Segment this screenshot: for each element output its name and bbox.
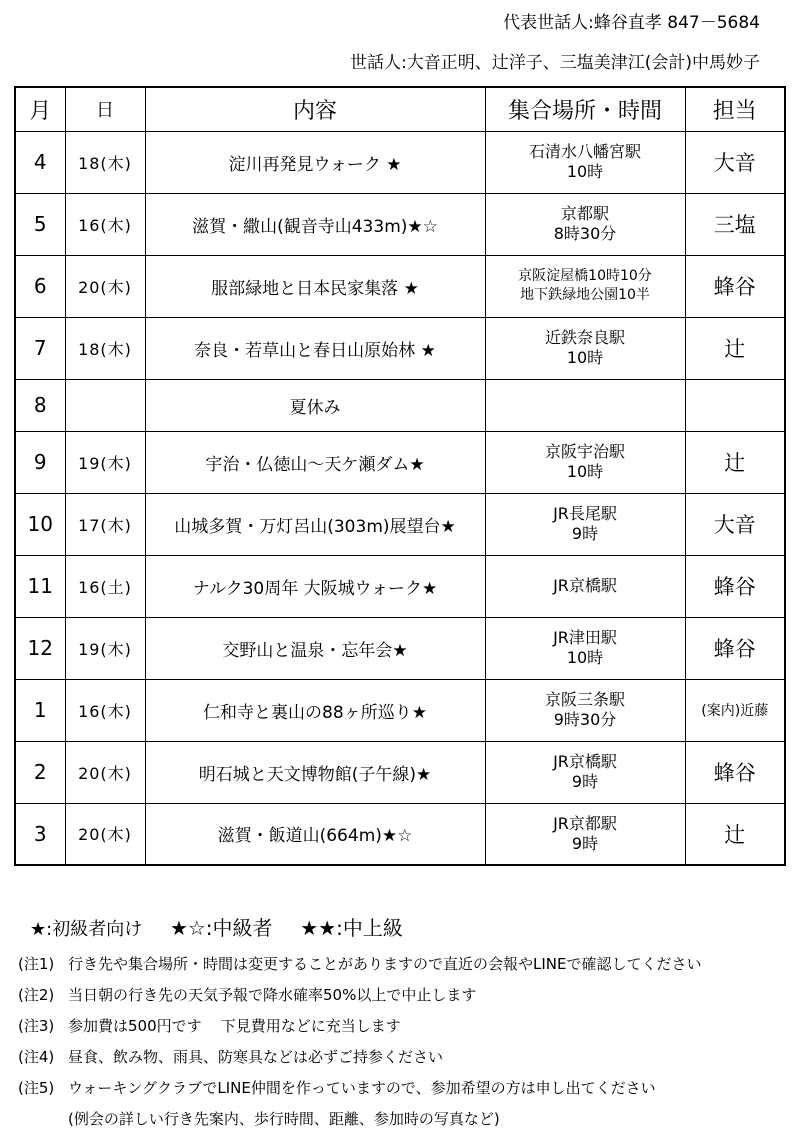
person-cell: 辻 — [685, 431, 785, 493]
time-line: 10時 — [566, 162, 604, 181]
month-cell: 3 — [15, 803, 65, 865]
table-row — [15, 131, 785, 193]
table-row — [15, 555, 785, 617]
time-line: 9時30分 — [553, 710, 617, 729]
day-cell: 16(土) — [65, 555, 145, 617]
person-cell: 蜂谷 — [685, 555, 785, 617]
place-line: 京阪宇治駅 — [544, 442, 625, 461]
table-row — [15, 193, 785, 255]
place-line: 京阪淀屋橋10時10分 — [518, 268, 652, 284]
note-item — [18, 983, 701, 1014]
day-cell: 20(木) — [65, 255, 145, 317]
table-row — [15, 803, 785, 865]
content-cell: 宇治・仏徳山～天ケ瀬ダム★ — [145, 431, 485, 493]
note-text: ウォーキングクラブでLINE仲間を作っていますので、参加希望の方は申し出てください — [68, 1079, 656, 1097]
note-tag: (注1) — [18, 955, 55, 973]
person-cell: 辻 — [685, 803, 785, 865]
table-row — [15, 617, 785, 679]
time-line: 9時 — [571, 833, 599, 853]
table-row — [15, 255, 785, 317]
content-cell: 夏休み — [145, 379, 485, 431]
day-cell: 19(木) — [65, 431, 145, 493]
note-text: 当日朝の行き先の天気予報で降水確率50%以上で中止します — [68, 986, 477, 1004]
time-line: 9時 — [571, 772, 599, 791]
place-cell — [485, 255, 685, 317]
schedule-table — [14, 86, 786, 866]
note-text: 行き先や集合場所・時間は変更することがありますので直近の会報やLINEで確認してください — [68, 955, 702, 973]
place-cell — [485, 379, 685, 431]
table-row — [15, 741, 785, 803]
representative-info: 代表世話人:蜂谷直孝 847－5684 — [503, 13, 760, 33]
day-cell: 16(木) — [65, 679, 145, 741]
time-line: 8時30分 — [553, 224, 617, 243]
place-line: JR京橋駅 — [553, 752, 617, 771]
content-cell: ナルク30周年 大阪城ウォーク★ — [145, 555, 485, 617]
day-cell: 19(木) — [65, 617, 145, 679]
note-item — [18, 1076, 701, 1107]
time-line: 9時 — [571, 524, 599, 543]
content-cell: 滋賀・飯道山(664m)★☆ — [145, 803, 485, 865]
column-header-person: 担当 — [685, 87, 785, 131]
column-header-place-time: 集合場所・時間 — [485, 87, 685, 131]
note-item — [18, 1014, 701, 1045]
place-line: 地下鉄緑地公園10半 — [520, 287, 650, 303]
month-cell: 9 — [15, 431, 65, 493]
person-cell: 蜂谷 — [685, 255, 785, 317]
content-cell: 滋賀・繖山(観音寺山433m)★☆ — [145, 193, 485, 255]
place-cell — [485, 131, 685, 193]
note-item — [18, 952, 701, 983]
day-cell: 18(木) — [65, 131, 145, 193]
legend-upper: ★★:中上級 — [300, 916, 403, 940]
place-line: 京都駅 — [560, 204, 609, 223]
place-line: JR京都駅 — [553, 813, 617, 833]
place-cell — [485, 493, 685, 555]
person-cell: 蜂谷 — [685, 617, 785, 679]
day-cell: 20(木) — [65, 741, 145, 803]
note-tag: (注5) — [18, 1079, 55, 1097]
content-cell: 明石城と天文博物館(子午線)★ — [145, 741, 485, 803]
place-cell — [485, 741, 685, 803]
person-cell: 蜂谷 — [685, 741, 785, 803]
legend-intermediate: ★☆:中級者 — [169, 916, 273, 940]
note-tag: (注4) — [18, 1048, 55, 1066]
place-line: JR長尾駅 — [553, 504, 617, 523]
note-item — [18, 1045, 701, 1076]
person-cell: 大音 — [685, 131, 785, 193]
content-cell: 仁和寺と裏山の88ヶ所巡り★ — [145, 679, 485, 741]
place-cell — [485, 431, 685, 493]
content-cell: 山城多賀・万灯呂山(303m)展望台★ — [145, 493, 485, 555]
column-header-day: 日 — [65, 87, 145, 131]
content-cell: 奈良・若草山と春日山原始林 ★ — [145, 317, 485, 379]
difficulty-legend — [30, 912, 425, 941]
note-text: 参加費は500円です 下見費用などに充当します — [68, 1017, 401, 1035]
person-cell: 大音 — [685, 493, 785, 555]
table-header-row — [15, 87, 785, 131]
place-cell — [485, 679, 685, 741]
place-cell — [485, 317, 685, 379]
month-cell: 10 — [15, 493, 65, 555]
note-text: 昼食、飲み物、雨具、防寒具などは必ずご持参ください — [68, 1048, 444, 1066]
month-cell: 5 — [15, 193, 65, 255]
content-cell: 淀川再発見ウォーク ★ — [145, 131, 485, 193]
time-line: 10時 — [566, 348, 604, 367]
place-line: JR津田駅 — [553, 628, 617, 647]
day-cell — [65, 379, 145, 431]
legend-beginner: ★:初級者向け — [30, 919, 143, 940]
month-cell: 6 — [15, 255, 65, 317]
person-cell — [685, 379, 785, 431]
place-cell — [485, 617, 685, 679]
note-sub-item: (例会の詳しい行き先案内、歩行時間、距離、参加時の写真など) — [68, 1110, 500, 1128]
table-row — [15, 431, 785, 493]
place-cell — [485, 555, 685, 617]
day-cell: 18(木) — [65, 317, 145, 379]
day-cell: 17(木) — [65, 493, 145, 555]
note-tag: (注2) — [18, 986, 55, 1004]
note-tag: (注3) — [18, 1017, 55, 1035]
time-line: 10時 — [566, 462, 604, 481]
place-line: 石清水八幡宮駅 — [528, 142, 641, 161]
table-row — [15, 379, 785, 431]
month-cell: 12 — [15, 617, 65, 679]
month-cell: 8 — [15, 379, 65, 431]
content-cell: 服部緑地と日本民家集落 ★ — [145, 255, 485, 317]
place-cell — [485, 803, 685, 865]
day-cell: 16(木) — [65, 193, 145, 255]
time-line: 10時 — [566, 648, 604, 667]
table-row — [15, 317, 785, 379]
place-line: 京阪三条駅 — [544, 690, 625, 709]
month-cell: 4 — [15, 131, 65, 193]
person-cell: 三塩 — [685, 193, 785, 255]
month-cell: 7 — [15, 317, 65, 379]
column-header-month: 月 — [15, 87, 65, 131]
month-cell: 2 — [15, 741, 65, 803]
day-cell: 20(木) — [65, 803, 145, 865]
person-cell: (案内)近藤 — [685, 679, 785, 741]
month-cell: 11 — [15, 555, 65, 617]
table-row — [15, 493, 785, 555]
place-cell — [485, 193, 685, 255]
content-cell: 交野山と温泉・忘年会★ — [145, 617, 485, 679]
staff-list: 世話人:大音正明、辻洋子、三塩美津江(会計)中馬妙子 — [350, 53, 760, 73]
notes-section — [18, 952, 701, 1135]
place-line: 近鉄奈良駅 — [544, 328, 625, 347]
table-row — [15, 679, 785, 741]
person-cell: 辻 — [685, 317, 785, 379]
column-header-content: 内容 — [145, 87, 485, 131]
place-line: JR京橋駅 — [553, 576, 617, 595]
month-cell: 1 — [15, 679, 65, 741]
